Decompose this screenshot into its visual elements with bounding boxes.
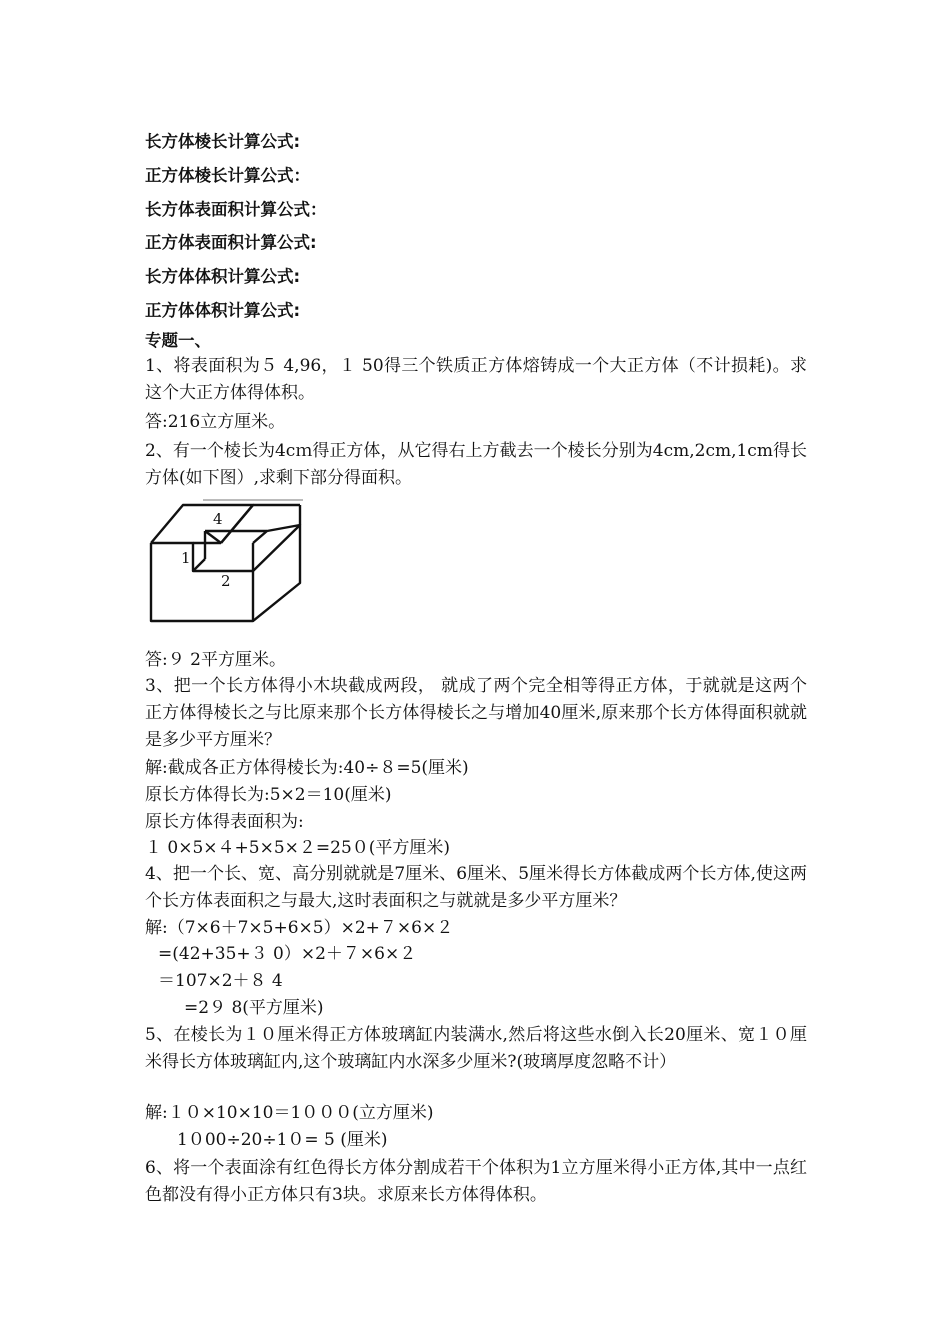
formula-cube-volume: 正方体体积计算公式:: [145, 301, 301, 320]
q5-solution-line-2: 1０00÷20÷1０= 5 (厘米): [177, 1130, 388, 1150]
formula-cuboid-volume: 长方体体积计算公式:: [145, 267, 301, 286]
q5-solution-line-1: 解:１０×10×10＝1０００(立方厘米): [145, 1103, 434, 1123]
formula-cuboid-surface: 长方体表面积计算公式：: [145, 200, 327, 219]
question-1: 1、将表面积为５ 4,96，１ 50得三个铁质正方体熔铸成一个大正方体（不计损耗)。求这个大正方体得体积。: [145, 356, 807, 403]
question-5: 5、在棱长为１０厘米得正方体玻璃缸内装满水,然后将这些水倒入长20厘米、宽１０厘米得长方体玻璃缸内,这个玻璃缸内水深多少厘米?(玻璃厚度忽略不计）: [145, 1025, 807, 1072]
figure-label-1: 1: [181, 549, 191, 567]
cube-cut-drawing: [143, 499, 307, 625]
formula-cube-edge: 正方体棱长计算公式：: [145, 166, 310, 185]
question-3: 3、把一个长方体得小木块截成两段， 就成了两个完全相等得正方体，于就就是这两个正方体得棱长之与比原来那个长方体得棱长之与增加40厘米,原来那个长方体得面积就就是多少平方厘米？: [145, 676, 807, 750]
question-2: 2、有一个棱长为4cｍ得正方体，从它得右上方截去一个棱长分别为4cm,2cm,1cm得长方体(如下图）,求剩下部分得面积。: [145, 441, 807, 488]
figure-label-2: 2: [221, 572, 231, 590]
answer-2: 答:９ 2平方厘米。: [145, 650, 286, 670]
section-title: 专题一、: [145, 331, 211, 350]
formula-cube-surface: 正方体表面积计算公式:: [145, 233, 317, 252]
q3-solution-line-4: １ 0×5×４+5×5×２=25０(平方厘米): [145, 838, 451, 858]
q4-solution-line-2: =(42+35+３ 0）×2＋７×6×２: [158, 944, 417, 964]
formula-cuboid-edge: 长方体棱长计算公式:: [145, 132, 301, 151]
q4-solution-line-3: ＝107×2＋８ 4: [158, 971, 283, 991]
q3-solution-line-2: 原长方体得长为:5×2＝10(厘米): [145, 785, 392, 805]
q3-solution-line-1: 解:截成各正方体得棱长为:40÷８=5(厘米): [145, 758, 469, 778]
question-6: 6、将一个表面涂有红色得长方体分割成若干个体积为1立方厘米得小正方体,其中一点红色都没有得小正方体只有3块。求原来长方体得体积。: [145, 1158, 807, 1205]
figure-label-4: 4: [213, 510, 223, 528]
q4-solution-line-4: =2９ 8(平方厘米): [184, 998, 324, 1018]
cube-cut-figure: [143, 499, 307, 625]
q4-solution-line-1: 解:（7×6＋7×5+6×5）×2+７×6×２: [145, 918, 454, 938]
q3-solution-line-3: 原长方体得表面积为:: [145, 812, 304, 832]
answer-1: 答:216立方厘米。: [145, 412, 286, 432]
question-4: 4、把一个长、宽、高分别就就是7厘米、6厘米、5厘米得长方体截成两个长方体,使这两个长方体表面积之与最大,这时表面积之与就就是多少平方厘米？: [145, 864, 807, 911]
